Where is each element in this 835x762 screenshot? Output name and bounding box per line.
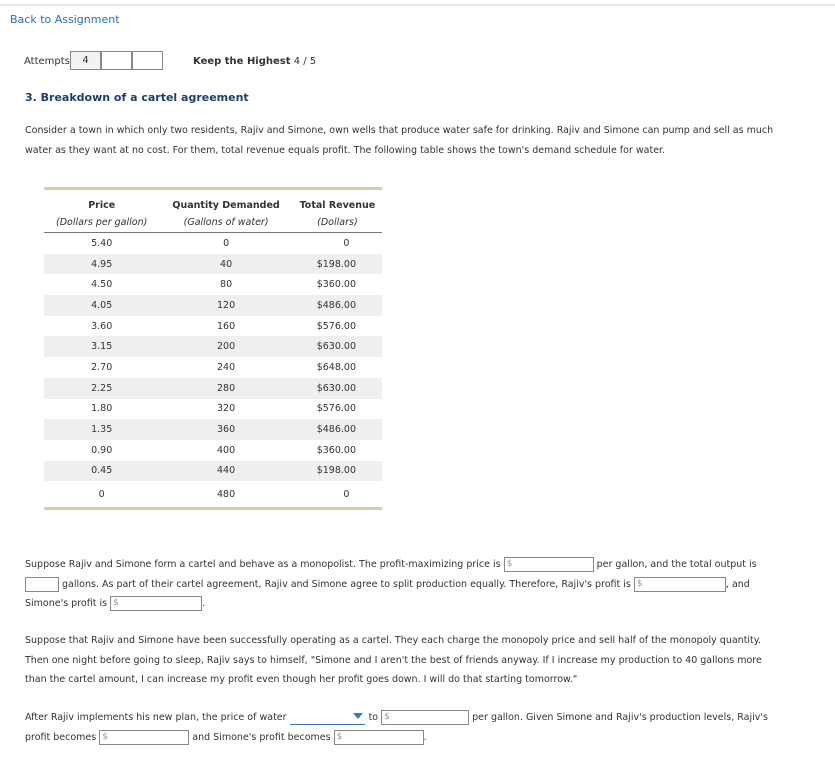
attempt-box-3 [132, 51, 163, 70]
table-row: 3.60 160 $576.00 [91, 320, 356, 332]
table-row: 4.50 80 $360.00 [91, 279, 356, 291]
new-price-input[interactable]: $ [381, 710, 469, 725]
attempts-label: Attempts [24, 56, 70, 67]
table-row: 2.70 240 $648.00 [91, 361, 356, 373]
question-intro: Consider a town in which only two residents, Rajiv and Simone, own wells that produce water safe for drinking. Rajiv and Simone can pump and sell as much water as they want at no cost. For them, total revenue equals profit. The following table shows the town's demand schedule for water. [25, 125, 774, 156]
top-divider [0, 4, 835, 6]
header-price: Price [44, 189, 159, 214]
table-row: 1.80 320 $576.00 [91, 403, 356, 415]
table-row: 0.90 400 $360.00 [91, 444, 356, 456]
subheader-price: (Dollars per gallon) [44, 213, 159, 233]
table-row: 3.15 200 $630.00 [44, 336, 382, 357]
total-output-input[interactable] [25, 577, 59, 592]
subheader-quantity: (Gallons of water) [159, 213, 292, 233]
attempt-box-1: 4 [70, 51, 101, 70]
rajiv-new-profit-input[interactable]: $ [99, 730, 189, 745]
subheader-revenue: (Dollars) [293, 213, 382, 233]
back-to-assignment-link[interactable]: Back to Assignment [10, 13, 120, 26]
table-row: 4.95 40 $198.00 [44, 254, 382, 275]
part1-paragraph: Suppose Rajiv and Simone form a cartel and behave as a monopolist. The profit-maximizing price is $ per gallon, and the total output is gallons. As part of their cartel agreement, Rajiv and Simone agree to split production equally. Therefore, Rajiv's profit is $ , and Simone's profit is $ . [25, 559, 757, 609]
part2-paragraph: Suppose that Rajiv and Simone have been successfully operating as a cartel. They each charge the monopoly price and sell half of the monopoly quantity. Then one night before going to sleep, Rajiv says to himself, "Simone and I aren't the best of friends anyway. If I increase my production to 40 gallons more than the cartel amount, I can increase my profit even though her profit goes down. I will do that starting tomorrow." [25, 635, 762, 685]
table-row: 0.45 440 $198.00 [44, 461, 382, 482]
table-row: 5.40 0 0 [91, 237, 350, 249]
monopoly-price-input[interactable]: $ [504, 557, 594, 572]
header-quantity: Quantity Demanded [159, 189, 292, 214]
simone-profit-input[interactable]: $ [110, 596, 202, 611]
part3-paragraph: After Rajiv implements his new plan, the price of water to $ per gallon. Given Simone and Rajiv's production levels, Rajiv's profit becomes $ and Simone's profit becomes $ . [25, 712, 768, 743]
table-row: 1.35 360 $486.00 [44, 419, 382, 440]
header-revenue: Total Revenue [293, 189, 382, 214]
price-change-dropdown[interactable] [290, 711, 365, 725]
attempt-box-2 [101, 51, 132, 70]
table-row: 2.25 280 $630.00 [44, 378, 382, 399]
table-row: 0 480 0 [44, 481, 382, 509]
simone-new-profit-input[interactable]: $ [334, 730, 424, 745]
rajiv-profit-input[interactable]: $ [634, 577, 726, 592]
table-row: 4.05 120 $486.00 [44, 295, 382, 316]
demand-schedule-table [44, 187, 382, 510]
question-title: 3. Breakdown of a cartel agreement [25, 91, 249, 104]
chevron-down-icon [353, 713, 363, 719]
keep-highest-label: Keep the Highest 4 / 5 [193, 56, 317, 67]
